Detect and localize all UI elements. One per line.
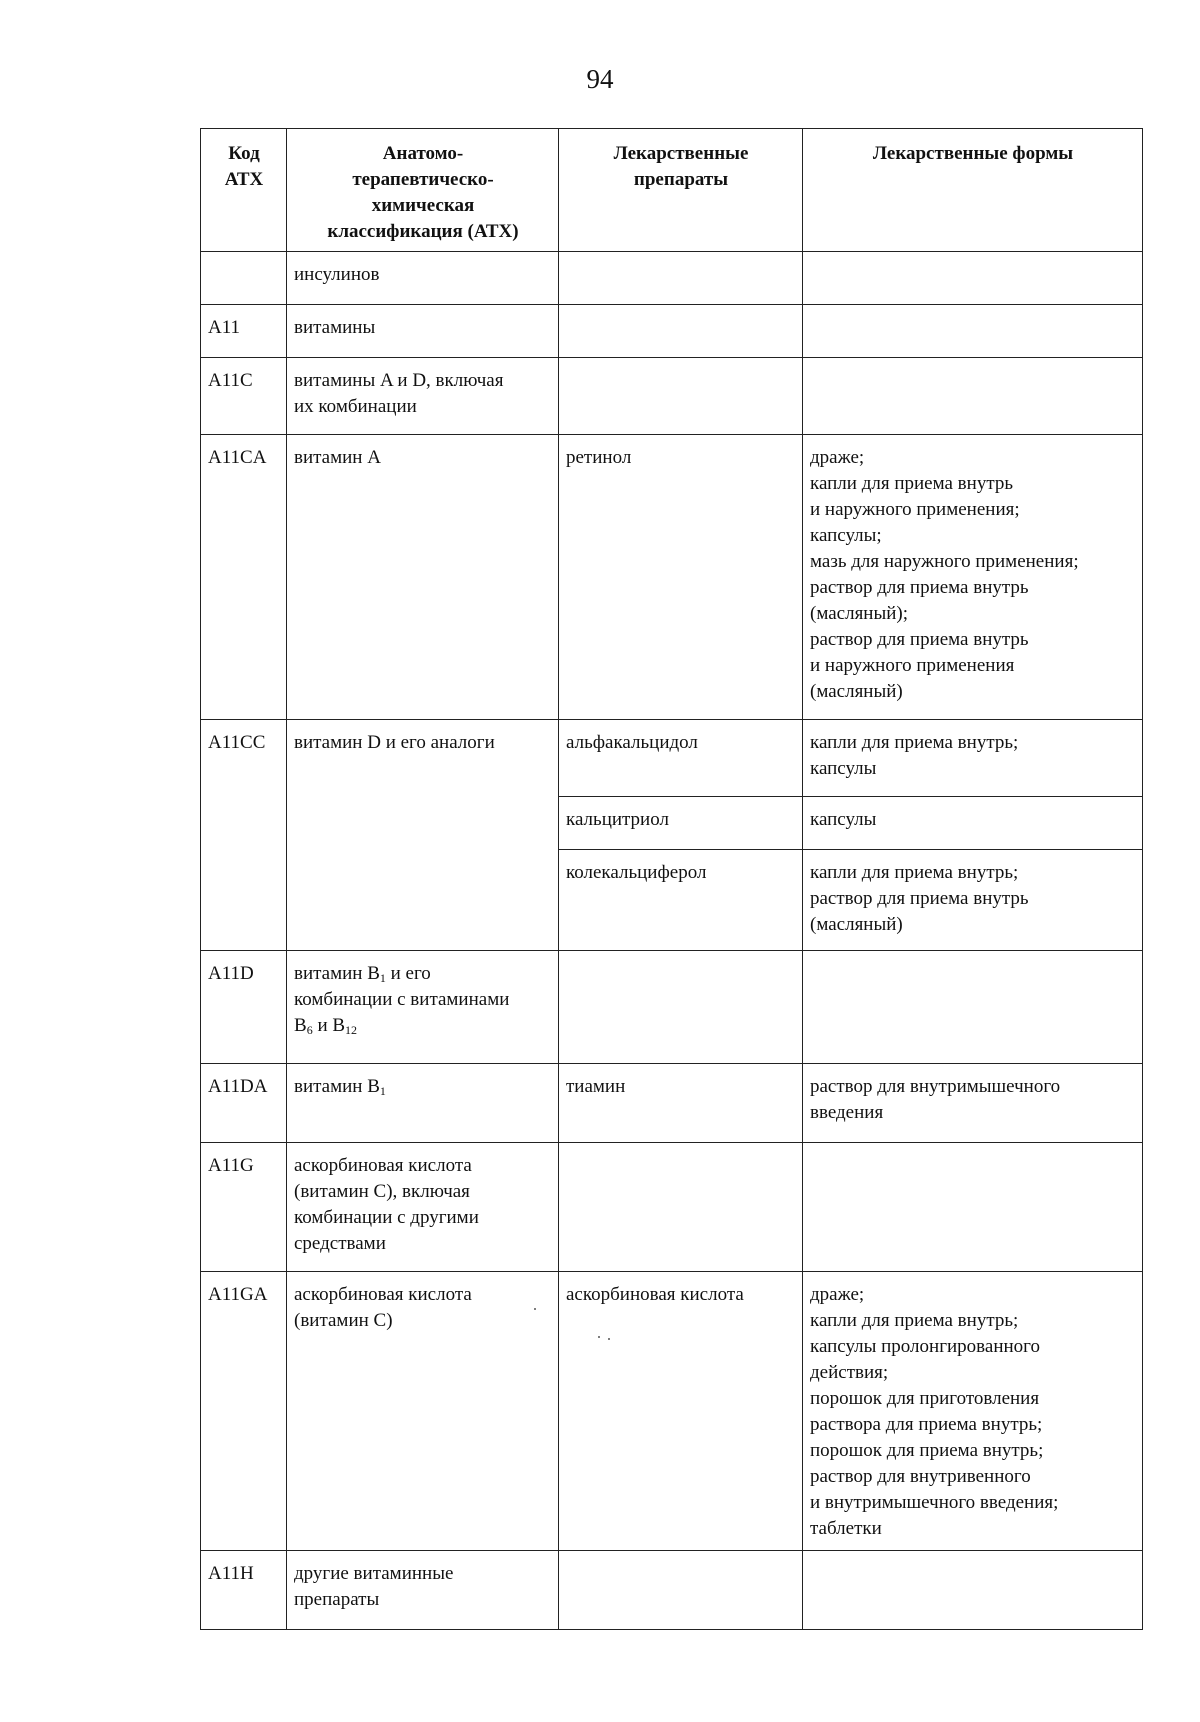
cell-code: A11D — [201, 951, 287, 1064]
cell-drug — [559, 358, 803, 435]
cell-forms: капли для приема внутрь; капсулы — [803, 720, 1143, 797]
cell-classification: витамин $B_1$ — [287, 1064, 559, 1143]
header-drugs: Лекарственные препараты — [559, 129, 803, 252]
cell-classification: витамины A и D, включая их комбинации — [287, 358, 559, 435]
table-row — [201, 1064, 1143, 1143]
cell-drug: колекальциферол — [559, 850, 803, 951]
cell-classification: витамин D и его аналоги — [287, 720, 559, 951]
table-row — [201, 720, 1143, 797]
cell-classification: инсулинов — [287, 252, 559, 305]
cell-drug: ретинол — [559, 435, 803, 720]
cell-drug — [559, 1551, 803, 1630]
cell-code: A11GA — [201, 1272, 287, 1551]
cell-forms: драже; капли для приема внутрь; капсулы пролонгированного действия; порошок для приготовления раствора для приема внутрь; порошок для приема внутрь; раствор для внутривенного и внутримышечного введения; таблетки — [803, 1272, 1143, 1551]
scan-speck — [598, 1336, 600, 1338]
cell-drug: тиамин — [559, 1064, 803, 1143]
cell-forms: драже; капли для приема внутрь и наружного применения; капсулы; мазь для наружного применения; раствор для приема внутрь (масляный); раствор для приема внутрь и наружного применения (масляный) — [803, 435, 1143, 720]
cell-forms — [803, 1551, 1143, 1630]
table-row — [201, 1272, 1143, 1551]
cell-code: A11 — [201, 305, 287, 358]
cell-classification: аскорбиновая кислота (витамин C), включая комбинации с другими средствами — [287, 1143, 559, 1272]
table-row — [201, 252, 1143, 305]
cell-forms: капли для приема внутрь; раствор для приема внутрь (масляный) — [803, 850, 1143, 951]
table-header-row — [201, 129, 1143, 252]
cell-code: A11CC — [201, 720, 287, 951]
header-classification: Анатомо- терапевтическо- химическая классификация (АТХ) — [287, 129, 559, 252]
scan-speck — [608, 1338, 610, 1340]
cell-code: A11H — [201, 1551, 287, 1630]
cell-drug — [559, 1143, 803, 1272]
cell-forms: капсулы — [803, 797, 1143, 850]
table-row — [201, 951, 1143, 1064]
table-row — [201, 1551, 1143, 1630]
cell-drug — [559, 305, 803, 358]
cell-drug: кальцитриол — [559, 797, 803, 850]
page-number: 94 — [586, 64, 614, 94]
cell-drug — [559, 252, 803, 305]
cell-forms — [803, 252, 1143, 305]
cell-forms — [803, 951, 1143, 1064]
cell-forms — [803, 358, 1143, 435]
cell-drug: аскорбиновая кислота — [559, 1272, 803, 1551]
cell-classification: другие витаминные препараты — [287, 1551, 559, 1630]
cell-classification: витамин $B_1$ и его комбинации с витаминами $B_6$ и $B_{12}$ — [287, 951, 559, 1064]
cell-code: A11C — [201, 358, 287, 435]
atx-classification-table — [200, 128, 1143, 1630]
cell-forms: раствор для внутримышечного введения — [803, 1064, 1143, 1143]
cell-classification: аскорбиновая кислота (витамин C) — [287, 1272, 559, 1551]
table-row — [201, 435, 1143, 720]
table-row — [201, 1143, 1143, 1272]
header-code: Код АТХ — [201, 129, 287, 252]
cell-forms — [803, 305, 1143, 358]
cell-code: A11DA — [201, 1064, 287, 1143]
cell-forms — [803, 1143, 1143, 1272]
scan-speck — [534, 1308, 536, 1310]
header-forms: Лекарственные формы — [803, 129, 1143, 252]
cell-classification: витамины — [287, 305, 559, 358]
cell-code: A11G — [201, 1143, 287, 1272]
cell-drug — [559, 951, 803, 1064]
table-row — [201, 358, 1143, 435]
cell-code — [201, 252, 287, 305]
cell-code: A11CA — [201, 435, 287, 720]
table-row — [201, 305, 1143, 358]
cell-classification: витамин A — [287, 435, 559, 720]
cell-drug: альфакальцидол — [559, 720, 803, 797]
